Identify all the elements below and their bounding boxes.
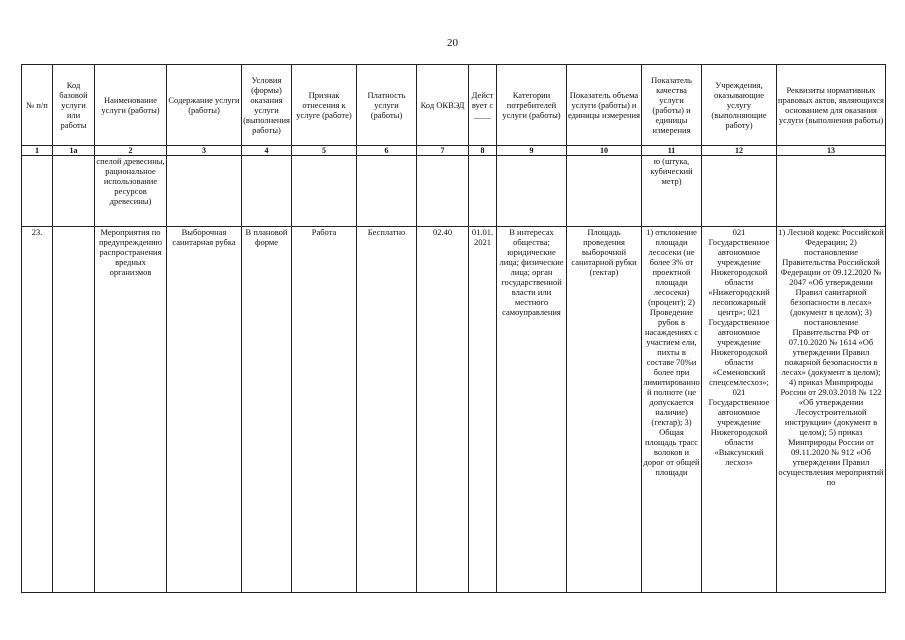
header-cell: Действует с ____ — [469, 65, 497, 146]
header-cell: Условия (формы) оказания услуги (выполнения работы) — [242, 65, 292, 146]
header-cell: Показатель объема услуги (работы) и единицы измерения — [567, 65, 642, 146]
table-cell — [777, 156, 886, 227]
column-number: 6 — [357, 146, 417, 156]
base-service-code — [53, 227, 95, 593]
column-number: 1 — [22, 146, 53, 156]
header-cell: Категории потребителей услуги (работы) — [497, 65, 567, 146]
service-name: Мероприятия по предупреждению распространения вредных организмов — [95, 227, 167, 593]
header-cell: Код ОКВЭД — [417, 65, 469, 146]
column-number: 7 — [417, 146, 469, 156]
column-number: 3 — [167, 146, 242, 156]
column-number: 8 — [469, 146, 497, 156]
quality-indicator: 1) отклонение площади лесосеки (не более 3% от проектной площади лесосеки) (процент); 2) Проведение рубок в насаждениях с участием ели, пихты в составе 70%и более при лимитированной полноте (не допускается наличие) (гектар); 3) Общая площадь трасс волоков и дорог от общей площади — [642, 227, 702, 593]
column-number: 12 — [702, 146, 777, 156]
header-cell: Реквизиты нормативных правовых актов, являющихся основанием для оказания услуги (выполнения работы) — [777, 65, 886, 146]
service-content: Выборочная санитарная рубка — [167, 227, 242, 593]
header-row — [22, 65, 886, 146]
header-cell: Платность услуги (работы) — [357, 65, 417, 146]
header-cell: Код базовой услуги или работы — [53, 65, 95, 146]
row-number: 23. — [22, 227, 53, 593]
effective-date: 01.01. 2021 — [469, 227, 497, 593]
volume-indicator: Площадь проведения выборочной санитарной рубки (гектар) — [567, 227, 642, 593]
header-cell: Признак отнесения к услуге (работе) — [292, 65, 357, 146]
table-row-23 — [22, 227, 886, 593]
column-number-row — [22, 146, 886, 156]
service-payment: Бесплатно — [357, 227, 417, 593]
table-cell — [702, 156, 777, 227]
table-cell: ю (штука, кубический метр) — [642, 156, 702, 227]
table-cell — [417, 156, 469, 227]
services-table — [21, 64, 886, 593]
column-number: 2 — [95, 146, 167, 156]
table-cell: спелой древесины, рациональное использование ресурсов древесины) — [95, 156, 167, 227]
table-cell — [167, 156, 242, 227]
header-cell: Содержание услуги (работы) — [167, 65, 242, 146]
okved-code: 02.40 — [417, 227, 469, 593]
column-number: 5 — [292, 146, 357, 156]
table-cell — [497, 156, 567, 227]
column-number: 1а — [53, 146, 95, 156]
table-cell — [292, 156, 357, 227]
column-number: 4 — [242, 146, 292, 156]
table-cell — [22, 156, 53, 227]
table-cell — [469, 156, 497, 227]
column-number: 9 — [497, 146, 567, 156]
consumer-categories: В интересах общества; юридические лица; физические лица; орган государственной власти или местного самоуправления — [497, 227, 567, 593]
header-cell: Показатель качества услуги (работы) и единицы измерения — [642, 65, 702, 146]
header-cell: № п/п — [22, 65, 53, 146]
service-conditions: В плановой форме — [242, 227, 292, 593]
table-cell — [357, 156, 417, 227]
table-cell — [242, 156, 292, 227]
column-number: 11 — [642, 146, 702, 156]
table-row-continuation — [22, 156, 886, 227]
service-attribute: Работа — [292, 227, 357, 593]
legal-acts: 1) Лесной кодекс Российской Федерации; 2) постановление Правительства Российской Федерации от 09.12.2020 № 2047 «Об утверждении Правил санитарной безопасности в лесах» (документ в целом); 3) постановление Правительства РФ от 07.10.2020 № 1614 «Об утверждении Правил пожарной безопасности в лесах» (документ в целом); 4) приказ Минприроды России от 29.03.2018 № 122 «Об утверждении Лесоустроительной инструкции» (документ в целом); 5) приказ Минприроды России от 09.11.2020 № 912 «Об утверждении Правил осуществления мероприятий по — [777, 227, 886, 593]
header-cell: Учреждения, оказывающие услугу (выполняющие работу) — [702, 65, 777, 146]
table-cell — [53, 156, 95, 227]
table-cell — [567, 156, 642, 227]
column-number: 10 — [567, 146, 642, 156]
column-number: 13 — [777, 146, 886, 156]
header-cell: Наименование услуги (работы) — [95, 65, 167, 146]
page-number: 20 — [447, 37, 458, 49]
providing-institutions: 021 Государственное автономное учреждение Нижегородской области «Нижегородский лесопожарный центр»; 021 Государственное автономное учреждение Нижегородской области «Семеновский спецсемлесхоз»; 021 Государственное автономное учреждение Нижегородской области «Выксунский лесхоз» — [702, 227, 777, 593]
